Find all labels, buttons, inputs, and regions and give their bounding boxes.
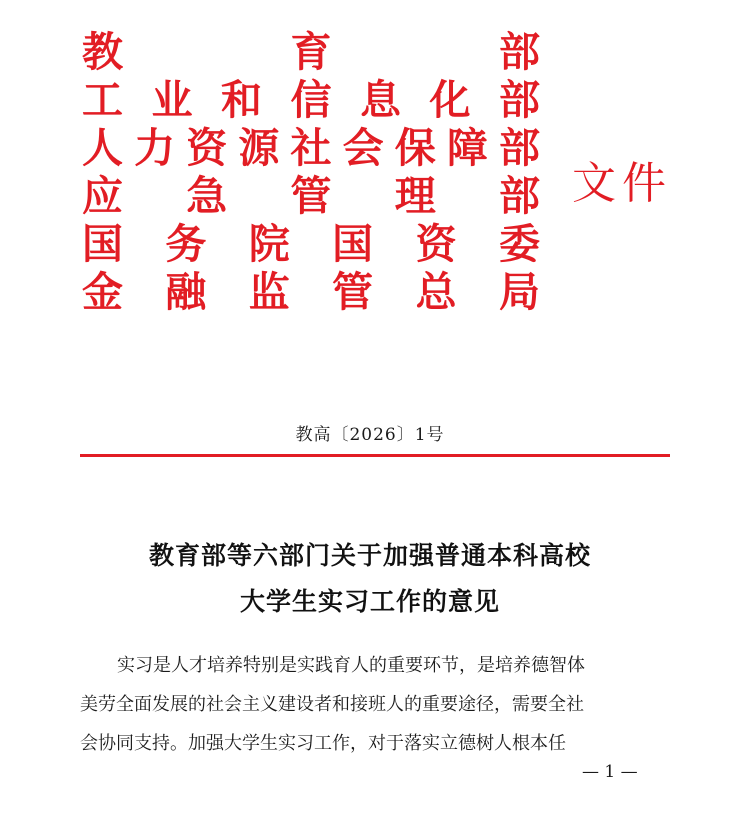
org-char: 化	[429, 76, 471, 124]
red-divider-line	[80, 454, 670, 457]
org-char: 部	[499, 124, 540, 172]
org-char: 业	[151, 76, 193, 124]
org-char: 和	[221, 76, 262, 124]
org-row-sasac	[82, 220, 540, 268]
org-char: 障	[446, 124, 488, 172]
org-char: 资	[186, 124, 228, 172]
org-char: 务	[165, 220, 207, 268]
org-char: 会	[342, 124, 384, 172]
document-number: 教高〔2026〕1号	[295, 425, 445, 445]
org-char: 局	[498, 268, 540, 316]
body-line: 美劳全面发展的社会主义建设者和接班人的重要途径，需要全社	[80, 694, 584, 715]
org-row-mem	[82, 172, 540, 220]
org-row-moe	[82, 28, 540, 76]
org-char: 息	[360, 76, 401, 124]
org-char: 金	[82, 268, 123, 316]
org-char: 人	[82, 124, 123, 172]
org-char: 管	[332, 268, 374, 316]
document-title-line-2: 大学生实习工作的意见	[239, 587, 500, 616]
document-type-label: 文件	[572, 158, 672, 209]
org-char: 委	[498, 220, 540, 268]
org-char: 融	[165, 268, 207, 316]
org-char: 保	[394, 124, 436, 172]
org-char: 总	[415, 268, 457, 316]
org-char: 资	[415, 220, 457, 268]
org-row-nfra	[82, 268, 540, 316]
org-char: 部	[499, 28, 540, 76]
org-char: 部	[499, 172, 540, 220]
org-char: 社	[290, 124, 332, 172]
org-char: 力	[134, 124, 176, 172]
page-number: — 1 —	[582, 762, 638, 782]
org-row-mohrss	[82, 124, 540, 172]
org-char: 急	[186, 172, 228, 220]
org-char: 理	[394, 172, 436, 220]
org-char: 监	[248, 268, 290, 316]
org-char: 国	[332, 220, 374, 268]
body-line: 会协同支持。加强大学生实习工作，对于落实立德树人根本任	[80, 733, 566, 754]
org-char: 应	[82, 172, 123, 220]
org-char: 信	[290, 76, 332, 124]
body-line: 实习是人才培养特别是实践育人的重要环节，是培养德智体	[117, 655, 585, 676]
org-char: 工	[82, 76, 123, 124]
body-paragraph	[80, 646, 680, 763]
document-title-line-1: 教育部等六部门关于加强普通本科高校	[148, 541, 591, 570]
issuing-organizations	[82, 28, 540, 316]
org-char: 教	[82, 28, 123, 76]
org-char: 管	[290, 172, 332, 220]
org-char: 国	[82, 220, 123, 268]
org-char: 源	[238, 124, 280, 172]
org-row-miit	[82, 76, 540, 124]
org-char: 院	[248, 220, 290, 268]
org-char: 育	[290, 28, 332, 76]
org-char: 部	[499, 76, 540, 124]
